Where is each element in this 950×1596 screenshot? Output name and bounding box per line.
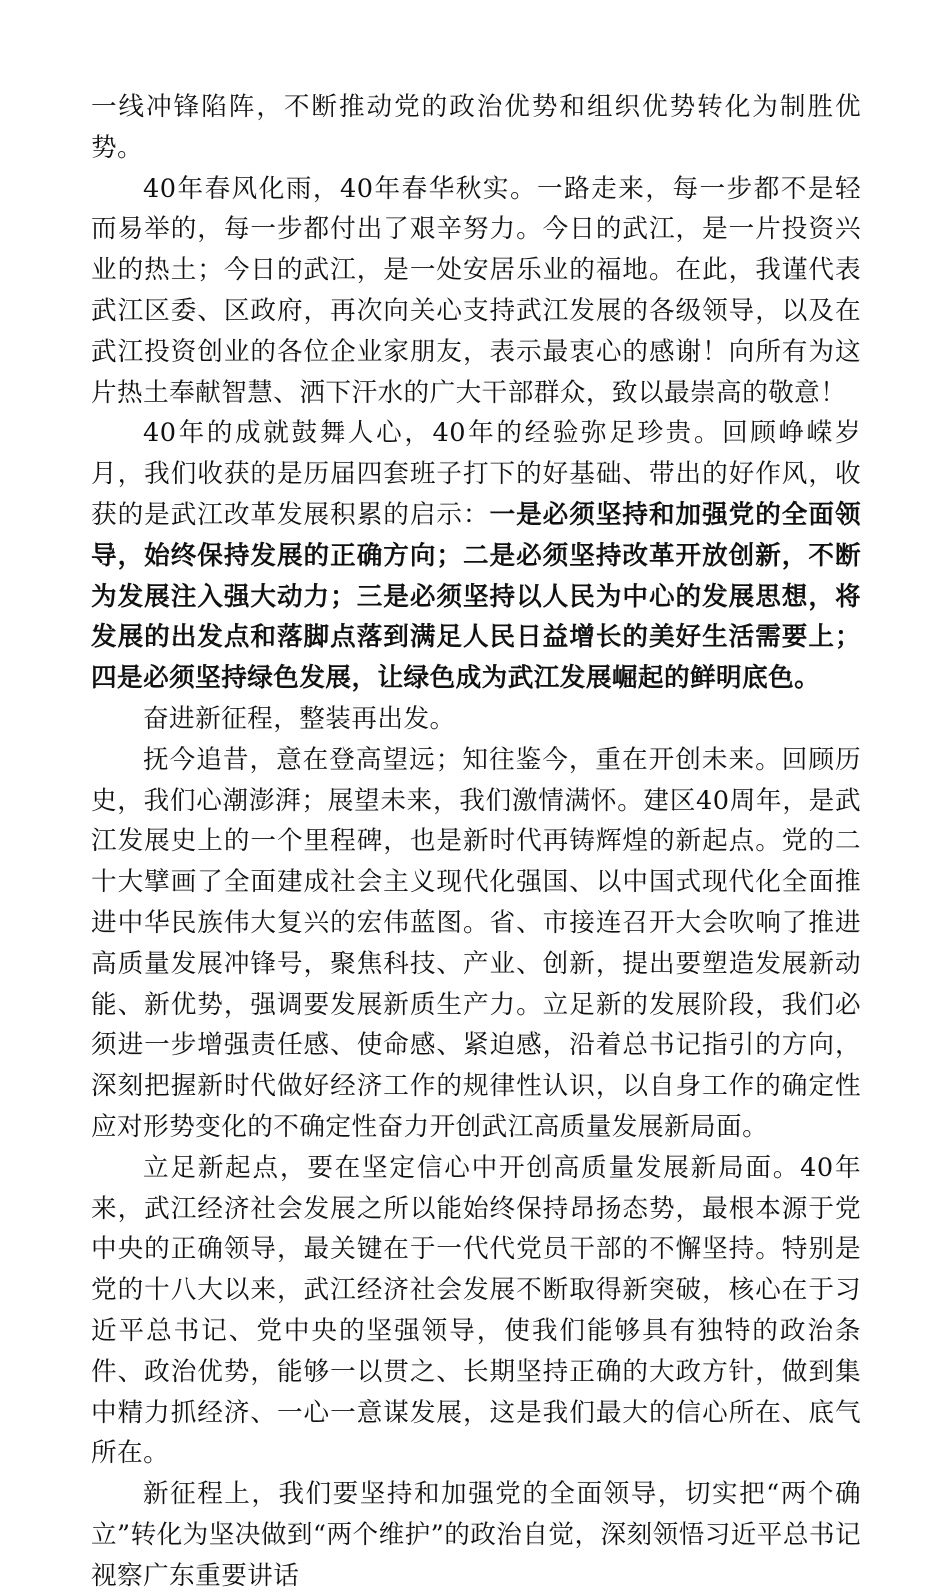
paragraph-continuation: 一线冲锋陷阵，不断推动党的政治优势和组织优势转化为制胜优势。	[91, 92, 861, 163]
paragraph-reflect-past: 抚今追昔，意在登高望远；知往鉴今，重在开创未来。回顾历史，我们心潮澎湃；展望未来，我们激情满怀。建区40周年，是武江发展史上的一个里程碑，也是新时代再铸辉煌的新起点。党的二十大擘画了全面建成社会主义现代化强国、以中国式现代化全面推进中华民族伟大复兴的宏伟蓝图。省、市接连召开大会吹响了推进高质量发展冲锋号，聚焦科技、产业、创新，提出要塑造发展新动能、新优势，强调要发展新质生产力。立足新的发展阶段，我们必须进一步增强责任感、使命感、紧迫感，沿着总书记指引的方向，深刻把握新时代做好经济工作的规律性认识，以自身工作的确定性应对形势变化的不确定性奋力开创武江高质量发展新局面。	[91, 744, 861, 1142]
paragraph-new-journey-leadership: 新征程上，我们要坚持和加强党的全面领导，切实把“两个确立”转化为坚决做到“两个维护”的政治自觉，深刻领悟习近平总书记视察广东重要讲话	[91, 1479, 861, 1591]
document-text-body	[91, 87, 861, 1596]
paragraph-achievements-with-emphasis	[91, 413, 861, 699]
paragraph-emphasis-bold-run: 一是必须坚持和加强党的全面领导，始终保持发展的正确方向；二是必须坚持改革开放创新，不断为发展注入强大动力；三是必须坚持以人民为中心的发展思想，将发展的出发点和落脚点落到满足人民日益增长的美好生活需要上；四是必须坚持绿色发展，让绿色成为武江发展崛起的鲜明底色。	[91, 499, 861, 694]
paragraph-new-starting-point: 立足新起点，要在坚定信心中开创高质量发展新局面。40年来，武江经济社会发展之所以能始终保持昂扬态势，最根本源于党中央的正确领导，最关键在于一代代党员干部的不懈坚持。特别是党的十八大以来，武江经济社会发展不断取得新突破，核心在于习近平总书记、党中央的坚强领导，使我们能够具有独特的政治条件、政治优势，能够一以贯之、长期坚持正确的大政方针，做到集中精力抓经济、一心一意谋发展，这是我们最大的信心所在、底气所在。	[91, 1152, 861, 1469]
paragraph-forty-years-spring: 40年春风化雨，40年春华秋实。一路走来，每一步都不是轻而易举的，每一步都付出了艰辛努力。今日的武江，是一片投资兴业的热土；今日的武江，是一处安居乐业的福地。在此，我谨代表武江区委、区政府，再次向关心支持武江发展的各级领导，以及在武江投资创业的各位企业家朋友，表示最衷心的感谢！向所有为这片热土奉献智慧、洒下汗水的广大干部群众，致以最崇高的敬意！	[91, 173, 861, 408]
paragraph-new-journey-short: 奋进新征程，整装再出发。	[143, 703, 456, 734]
paragraph-lead-normal-run: 40年的成就鼓舞人心，40年的经验弥足珍贵。回顾峥嵘岁月，我们收获的是历届四套班子打下的好基础、带出的好作风，收获的是武江改革发展积累的启示：	[91, 418, 861, 530]
